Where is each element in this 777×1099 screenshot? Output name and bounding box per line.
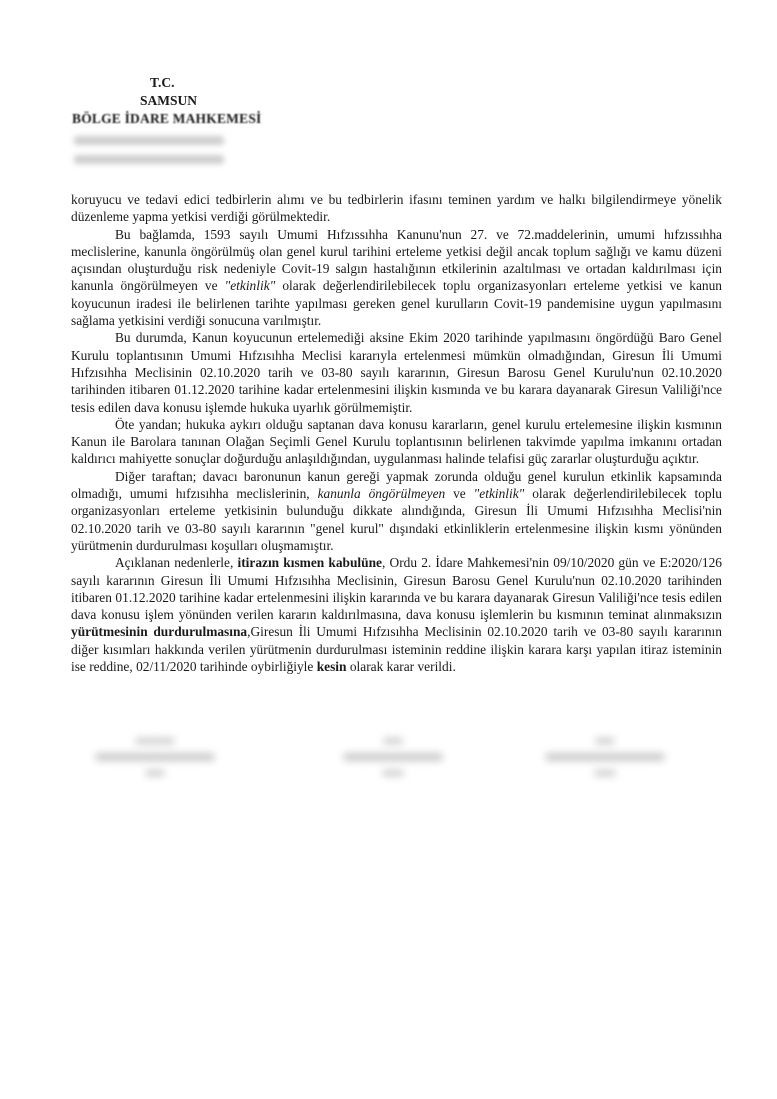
paragraph-text: koruyucu ve tedavi edici tedbirlerin alımı ve bu tedbirlerin ifasını teminen yardım ve halkı bilgilendirmeye yönelik düzenleme yapma yetkisi verdiği görülmektedir. [71, 192, 722, 225]
paragraph [71, 416, 722, 468]
paragraph-text: Bu bağlamda, 1593 sayılı Umumi Hıfzıssıhha Kanunu'nun 27. ve 72.maddelerinin, umumi hıfzıssıhha meclislerine, kanunla öngörülmüş olan genel kurul tarihini erteleme yetkisi değil ancak toplum sağlığı ve kamu düzeni açısından oluşturduğu risk nedeniyle Covit-19 salgın hastalığının etkilerinin azaltılması ve ortadan kaldırılması için kanunla öngörülmeyen ve [71, 226, 722, 294]
bold-text: kesin [316, 659, 347, 675]
paragraph-text: ,Giresun İli Umumi Hıfzısıhha Meclisinin 02.10.2020 tarih ve 03-80 sayılı kararının diğer kısımları hakkında verilen yürütmenin durdurulması isteminin reddine ilişkin karara karşı yapılan itiraz isteminin ise reddine, 02/11/2020 tarihinde oybirliğiyle [71, 624, 722, 675]
paragraph-text: olarak değerlendirilebilecek toplu organizasyonları erteleme yetkisinin bulunduğu dikkate alındığında, Giresun İli Umumi Hıfzısıhha Meclisi'nin 02.10.2020 tarih ve 03-80 sayılı kararının "genel kurul" dışındaki etkinliklerin ertelenmesine ilişkin kısmı yönünden yürütmenin durdurulması koşulları oluşmamıştır. [71, 486, 723, 553]
signature-block-redacted [540, 738, 670, 808]
decision-text [71, 191, 722, 675]
redacted-line [383, 738, 403, 744]
emphasis-text: kanunla öngörülmeyen [317, 486, 446, 502]
redacted-line [74, 136, 224, 145]
redacted-line [382, 770, 404, 776]
paragraph-text: Bu durumda, Kanun koyucunun ertelemediği aksine Ekim 2020 tarihinde yapılmasını öngördüğü Baro Genel Kurulu toplantısının Umumi Hıfzısıhha Meclisi kararıyla ertelenmesi mümkün olmadığından, Giresun İli Umumi Hıfzısıhha Meclisinin 02.10.2020 tarih ve 03-80 sayılı kararının, Giresun Barosu Genel Kurulu'nun 02.10.2020 tarihinden itibaren 01.12.2020 tarihine kadar ertelenmesini ilişkin kısmında ve bu karara dayanarak Giresun Valiliği'nce tesis edilen dava konusu işlemde hukuka uyarlık görülmemiştir. [71, 330, 722, 415]
bold-text: itirazın kısmen kabulüne [237, 555, 382, 571]
redacted-line [594, 770, 616, 776]
redacted-line [595, 738, 615, 744]
court-header [70, 74, 330, 164]
signature-block-redacted [328, 738, 458, 808]
redacted-line [545, 753, 665, 761]
header-city: SAMSUN [140, 93, 198, 108]
paragraph-text: , Ordu 2. İdare Mahkemesi'nin 09/10/2020 gün ve E:2020/126 sayılı kararının Giresun İli Umumi Hıfzısıhha Meclisinin, Giresun Barosu Genel Kurulu'nun 02.10.2020 tarihinden itibaren 01.12.2020 tarihine kadar ertelenmesini ilişkin kararında ve bu karara dayanarak Giresun Valiliği'nce tesis edilen dava konusu işlem yönünden verilen kararın kaldırılmasına, dava konusu işlemlerin bu kısmının teminat alınmaksızın [71, 555, 722, 623]
paragraph [71, 191, 722, 226]
paragraph-text: Açıklanan nedenlerle, [115, 555, 238, 571]
paragraph [71, 226, 722, 330]
paragraph [71, 329, 722, 415]
paragraph-text: olarak değerlendirilebilecek toplu organizasyonları erteleme yetkisi ve kanun koyucunun iradesi ile belirlenen tarihte yapılması gereken genel kurulların Covit-19 pandemisine uygun yapılmasını sağlama yetkisini verdiği sonucuna varılmıştır. [71, 278, 723, 329]
redacted-line [145, 770, 165, 776]
paragraph [71, 468, 722, 554]
redacted-line [74, 155, 224, 164]
emphasis-text: "etkinlik" [473, 486, 525, 502]
paragraph-text: ve [445, 486, 474, 502]
paragraph-text: Öte yandan; hukuka aykırı olduğu saptanan dava konusu kararların, genel kurulu ertelemesine ilişkin kısmının Kanun ile Barolara tanınan Olağan Seçimli Genel Kurulu toplantısının belirlenen takvimde yapılma imkanını ortadan kaldırıcı mahiyette sonuçlar doğurduğu anlaşıldığından, uygulanması halinde telafisi güç zararlar oluşturduğu açıktır. [71, 416, 722, 467]
bold-text: yürütmesinin durdurulmasına [71, 624, 248, 640]
signature-block-redacted [90, 738, 220, 808]
redacted-line [95, 753, 215, 761]
header-court-name: BÖLGE İDARE MAHKEMESİ [72, 111, 262, 126]
redacted-line [135, 738, 175, 744]
paragraph-text: olarak karar verildi. [346, 659, 456, 675]
emphasis-text: "etkinlik" [224, 278, 276, 294]
paragraph [71, 554, 722, 675]
redacted-line [343, 753, 443, 761]
header-tc: T.C. [150, 75, 175, 90]
paragraph-text: Diğer taraftan; davacı baronunun kanun gereği yapmak zorunda olduğu genel kurulun etkinlik kapsamında olmadığı, umumi hıfzısıhha meclislerinin, [71, 468, 722, 502]
